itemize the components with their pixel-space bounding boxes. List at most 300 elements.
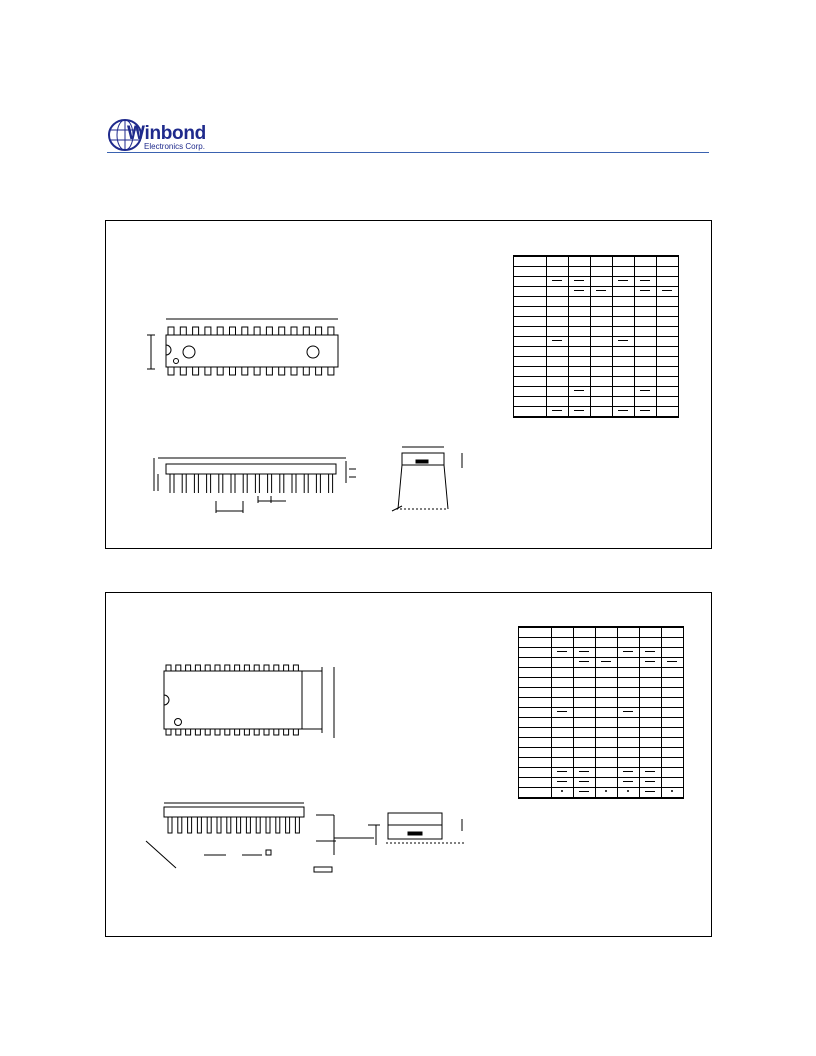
table-cell [662, 738, 684, 748]
table-cell [640, 718, 662, 728]
table-cell [657, 357, 679, 367]
table-cell [552, 788, 574, 799]
pin [193, 327, 199, 335]
table-cell [618, 668, 640, 678]
table-cell [662, 668, 684, 678]
table-row [519, 768, 684, 778]
lead [266, 817, 270, 833]
pin [279, 327, 285, 335]
table-cell [552, 748, 574, 758]
lead [178, 817, 182, 833]
table-cell [635, 277, 657, 287]
dimension-table-dip [513, 255, 679, 418]
table-cell [662, 698, 684, 708]
pin [176, 665, 181, 671]
table-cell [657, 387, 679, 397]
dash-mark [623, 651, 633, 652]
table-cell [662, 678, 684, 688]
table-cell [618, 627, 640, 638]
table-cell [552, 627, 574, 638]
table-cell [519, 718, 552, 728]
pin [303, 367, 309, 375]
pin [235, 665, 240, 671]
table-cell [591, 367, 613, 377]
table-row [519, 738, 684, 748]
table-cell [574, 728, 596, 738]
lead [207, 817, 211, 833]
dash-mark [574, 290, 584, 291]
dash-mark [623, 781, 633, 782]
table-cell [569, 256, 591, 267]
dot-mark [605, 790, 607, 792]
table-row [519, 758, 684, 768]
table-cell [662, 748, 684, 758]
table-cell [591, 387, 613, 397]
dot-mark [627, 790, 629, 792]
table-cell [635, 377, 657, 387]
dash-mark [667, 661, 677, 662]
pin [225, 665, 230, 671]
table-cell [657, 267, 679, 277]
table-cell [596, 708, 618, 718]
pin [274, 665, 279, 671]
table-cell [547, 256, 569, 267]
table-cell [635, 307, 657, 317]
dash-mark [640, 280, 650, 281]
sop-end-body [388, 813, 442, 825]
pin [215, 729, 220, 735]
pin [180, 367, 186, 375]
table-cell [618, 648, 640, 658]
table-cell [519, 788, 552, 799]
package-panel-dip [105, 220, 712, 549]
table-cell [613, 307, 635, 317]
table-cell [519, 638, 552, 648]
table-row [519, 778, 684, 788]
sop-side-body [164, 807, 304, 817]
table-cell [519, 708, 552, 718]
dash-mark [557, 711, 567, 712]
table-cell [596, 778, 618, 788]
lead [168, 817, 172, 833]
pin [205, 665, 210, 671]
table-cell [618, 688, 640, 698]
table-cell [514, 387, 547, 397]
pin [230, 327, 236, 335]
table-cell [574, 638, 596, 648]
table-cell [657, 397, 679, 407]
table-cell [552, 698, 574, 708]
table-cell [514, 307, 547, 317]
table-cell [640, 678, 662, 688]
table-row [514, 317, 679, 327]
pin [168, 367, 174, 375]
pin [195, 729, 200, 735]
table-cell [514, 337, 547, 347]
dash-mark [645, 661, 655, 662]
lead [188, 817, 192, 833]
table-cell [613, 327, 635, 337]
table-row [519, 668, 684, 678]
table-cell [640, 758, 662, 768]
table-cell [552, 768, 574, 778]
table-cell [662, 688, 684, 698]
table-cell [635, 407, 657, 418]
table-cell [547, 387, 569, 397]
pin [293, 729, 298, 735]
table-cell [596, 698, 618, 708]
pin [328, 327, 334, 335]
table-cell [618, 728, 640, 738]
table-cell [613, 387, 635, 397]
table-cell [613, 277, 635, 287]
table-cell [547, 337, 569, 347]
table-cell [618, 768, 640, 778]
table-row [519, 698, 684, 708]
table-cell [519, 648, 552, 658]
dash-mark [579, 781, 589, 782]
dash-mark [557, 771, 567, 772]
lead [295, 817, 299, 833]
pin [217, 367, 223, 375]
pin [205, 367, 211, 375]
table-cell [552, 658, 574, 668]
table-row [514, 387, 679, 397]
pin [284, 729, 289, 735]
table-cell [591, 337, 613, 347]
table-cell [591, 277, 613, 287]
table-row [514, 287, 679, 297]
table-cell [662, 638, 684, 648]
dash-mark [557, 651, 567, 652]
pin [254, 665, 259, 671]
table-cell [640, 708, 662, 718]
table-cell [514, 357, 547, 367]
pin [186, 665, 191, 671]
table-cell [547, 347, 569, 357]
table-cell [514, 327, 547, 337]
table-cell [618, 708, 640, 718]
table-cell [662, 758, 684, 768]
table-cell [574, 648, 596, 658]
lead [197, 817, 201, 833]
table-cell [640, 648, 662, 658]
table-cell [618, 748, 640, 758]
table-cell [547, 297, 569, 307]
table-cell [618, 778, 640, 788]
pin [235, 729, 240, 735]
table-cell [569, 397, 591, 407]
table-cell [657, 287, 679, 297]
dash-mark [623, 771, 633, 772]
table-cell [618, 698, 640, 708]
lead [227, 817, 231, 833]
table-cell [613, 267, 635, 277]
table-cell [569, 317, 591, 327]
lead [237, 817, 241, 833]
table-cell [613, 377, 635, 387]
table-cell [635, 397, 657, 407]
table-cell [514, 277, 547, 287]
dash-mark [618, 280, 628, 281]
table-cell [640, 638, 662, 648]
pin [279, 367, 285, 375]
dash-mark [645, 651, 655, 652]
table-cell [591, 327, 613, 337]
table-cell [635, 327, 657, 337]
table-cell [514, 287, 547, 297]
table-cell [569, 337, 591, 347]
dash-mark [618, 340, 628, 341]
table-cell [596, 758, 618, 768]
table-cell [613, 287, 635, 297]
lead [246, 817, 250, 833]
table-cell [552, 778, 574, 788]
table-cell [596, 678, 618, 688]
table-cell [519, 658, 552, 668]
table-cell [635, 347, 657, 357]
pin [316, 327, 322, 335]
table-cell [635, 337, 657, 347]
pin [205, 327, 211, 335]
table-cell [519, 678, 552, 688]
table-row [519, 638, 684, 648]
table-cell [519, 668, 552, 678]
table-cell [569, 347, 591, 357]
table-row [514, 256, 679, 267]
table-cell [613, 347, 635, 357]
table-cell [519, 768, 552, 778]
table-cell [618, 738, 640, 748]
table-cell [569, 367, 591, 377]
pin [264, 665, 269, 671]
pin [264, 729, 269, 735]
table-cell [514, 397, 547, 407]
table-cell [662, 728, 684, 738]
table-cell [662, 658, 684, 668]
table-cell [574, 688, 596, 698]
pin [242, 367, 248, 375]
table-cell [574, 768, 596, 778]
table-cell [613, 397, 635, 407]
table-cell [552, 718, 574, 728]
pin1-dot [175, 719, 182, 726]
dash-mark [645, 791, 655, 792]
table-cell [574, 678, 596, 688]
table-cell [552, 688, 574, 698]
table-cell [591, 377, 613, 387]
table-cell [635, 317, 657, 327]
pin [266, 367, 272, 375]
table-cell [569, 267, 591, 277]
table-cell [591, 357, 613, 367]
package-panel-sop [105, 592, 712, 937]
table-cell [574, 738, 596, 748]
pin [316, 367, 322, 375]
table-row [519, 728, 684, 738]
table-cell [657, 327, 679, 337]
table-cell [657, 407, 679, 418]
table-row [519, 658, 684, 668]
table-cell [574, 758, 596, 768]
table-cell [569, 387, 591, 397]
dash-mark [557, 781, 567, 782]
dash-mark [574, 280, 584, 281]
table-row [519, 648, 684, 658]
pin [166, 729, 171, 735]
table-cell [596, 728, 618, 738]
table-cell [514, 407, 547, 418]
table-cell [574, 658, 596, 668]
table-cell [569, 277, 591, 287]
table-cell [640, 778, 662, 788]
table-row [514, 337, 679, 347]
table-cell [635, 357, 657, 367]
pin [291, 327, 297, 335]
table-cell [569, 357, 591, 367]
pin1-notch [183, 346, 195, 358]
table-cell [640, 738, 662, 748]
table-cell [547, 357, 569, 367]
table-row [519, 718, 684, 728]
table-cell [569, 297, 591, 307]
table-cell [635, 297, 657, 307]
dash-mark [579, 661, 589, 662]
dash-mark [552, 410, 562, 411]
table-cell [640, 748, 662, 758]
table-cell [618, 788, 640, 799]
brand-name: Winbond [127, 123, 206, 144]
table-cell [596, 738, 618, 748]
table-cell [514, 347, 547, 357]
dash-mark [552, 340, 562, 341]
table-cell [547, 327, 569, 337]
table-cell [519, 778, 552, 788]
pin [230, 367, 236, 375]
table-cell [552, 678, 574, 688]
table-cell [514, 317, 547, 327]
table-cell [547, 287, 569, 297]
table-cell [640, 768, 662, 778]
table-cell [662, 788, 684, 799]
table-cell [574, 668, 596, 678]
pin [254, 327, 260, 335]
dimension-table-sop [518, 626, 684, 799]
table-cell [618, 678, 640, 688]
table-cell [662, 718, 684, 728]
dash-mark [596, 290, 606, 291]
pin [186, 729, 191, 735]
pin [328, 367, 334, 375]
dash-mark [640, 290, 650, 291]
table-row [514, 357, 679, 367]
table-cell [514, 267, 547, 277]
table-cell [596, 627, 618, 638]
table-row [519, 708, 684, 718]
table-cell [635, 267, 657, 277]
table-cell [574, 627, 596, 638]
table-cell [596, 688, 618, 698]
table-cell [657, 347, 679, 357]
table-cell [514, 256, 547, 267]
lead [276, 817, 280, 833]
lead [286, 817, 290, 833]
table-cell [657, 377, 679, 387]
pin [195, 665, 200, 671]
table-cell [552, 728, 574, 738]
pin [293, 665, 298, 671]
table-cell [519, 627, 552, 638]
table-cell [552, 638, 574, 648]
table-cell [547, 367, 569, 377]
table-row [514, 407, 679, 418]
table-cell [613, 317, 635, 327]
table-cell [519, 698, 552, 708]
table-cell [613, 407, 635, 418]
pin [274, 729, 279, 735]
pin [217, 327, 223, 335]
table-cell [662, 708, 684, 718]
table-cell [574, 788, 596, 799]
table-cell [596, 648, 618, 658]
table-cell [640, 698, 662, 708]
table-cell [519, 758, 552, 768]
table-cell [662, 778, 684, 788]
table-row [514, 367, 679, 377]
dot-mark [671, 790, 673, 792]
table-cell [552, 738, 574, 748]
table-row [514, 377, 679, 387]
dot-mark [561, 790, 563, 792]
table-cell [596, 718, 618, 728]
table-cell [635, 256, 657, 267]
pin [291, 367, 297, 375]
table-cell [514, 377, 547, 387]
table-cell [596, 788, 618, 799]
pin [215, 665, 220, 671]
table-row [514, 397, 679, 407]
table-cell [635, 387, 657, 397]
table-cell [596, 658, 618, 668]
table-cell [591, 287, 613, 297]
table-cell [613, 297, 635, 307]
table-cell [591, 297, 613, 307]
table-cell [591, 397, 613, 407]
table-cell [547, 277, 569, 287]
brand-subtitle: Electronics Corp. [144, 142, 205, 151]
table-cell [657, 307, 679, 317]
table-cell [640, 627, 662, 638]
table-cell [574, 778, 596, 788]
table-cell [514, 297, 547, 307]
table-cell [591, 317, 613, 327]
table-cell [596, 638, 618, 648]
dash-mark [574, 390, 584, 391]
dash-mark [640, 410, 650, 411]
table-row [519, 688, 684, 698]
table-cell [519, 738, 552, 748]
sop-top-body [164, 671, 302, 729]
table-cell [635, 287, 657, 297]
table-row [519, 627, 684, 638]
table-cell [519, 728, 552, 738]
table-cell [662, 627, 684, 638]
table-row [514, 347, 679, 357]
table-cell [613, 367, 635, 377]
table-cell [519, 688, 552, 698]
dash-mark [618, 410, 628, 411]
table-cell [596, 668, 618, 678]
